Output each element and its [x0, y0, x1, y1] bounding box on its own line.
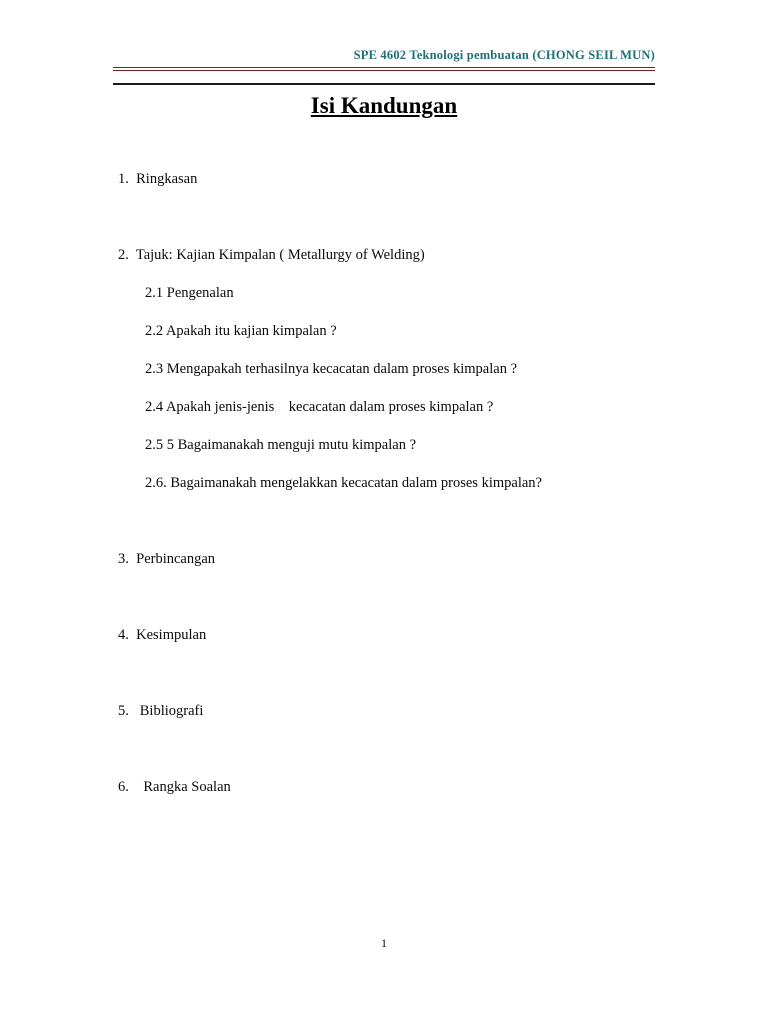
header-course-title: SPE 4602 Teknologi pembuatan (CHONG SEIL MUN)	[353, 48, 655, 62]
toc-item-1: 1. Ringkasan	[118, 171, 198, 187]
document-header	[113, 0, 655, 85]
header-rule-black	[113, 83, 655, 85]
page-title: Isi Kandungan	[310, 93, 458, 118]
toc-item-2: 2. Tajuk: Kajian Kimpalan ( Metallurgy of Welding)	[118, 247, 425, 263]
page-number: 1	[381, 938, 387, 950]
toc-subitem-2-1: 2.1 Pengenalan	[145, 285, 234, 301]
toc-item-3: 3. Perbincangan	[118, 551, 216, 567]
toc-subitem-2-3: 2.3 Mengapakah terhasilnya kecacatan dalam proses kimpalan ?	[145, 361, 518, 377]
toc-subitem-2-2: 2.2 Apakah itu kajian kimpalan ?	[145, 323, 337, 339]
toc-item-4: 4. Kesimpulan	[118, 627, 207, 643]
toc-item-6: 6. Rangka Soalan	[118, 779, 231, 795]
toc-subitem-2-4: 2.4 Apakah jenis-jenis kecacatan dalam proses kimpalan ?	[145, 399, 494, 415]
toc-item-5: 5. Bibliografi	[118, 703, 204, 719]
toc-subitem-2-6: 2.6. Bagaimanakah mengelakkan kecacatan dalam proses kimpalan?	[145, 475, 542, 491]
toc-subitem-2-5: 2.5 5 Bagaimanakah menguji mutu kimpalan ?	[145, 437, 417, 453]
document-content	[113, 0, 655, 797]
table-of-contents	[113, 169, 655, 797]
header-rule-red	[113, 67, 655, 71]
